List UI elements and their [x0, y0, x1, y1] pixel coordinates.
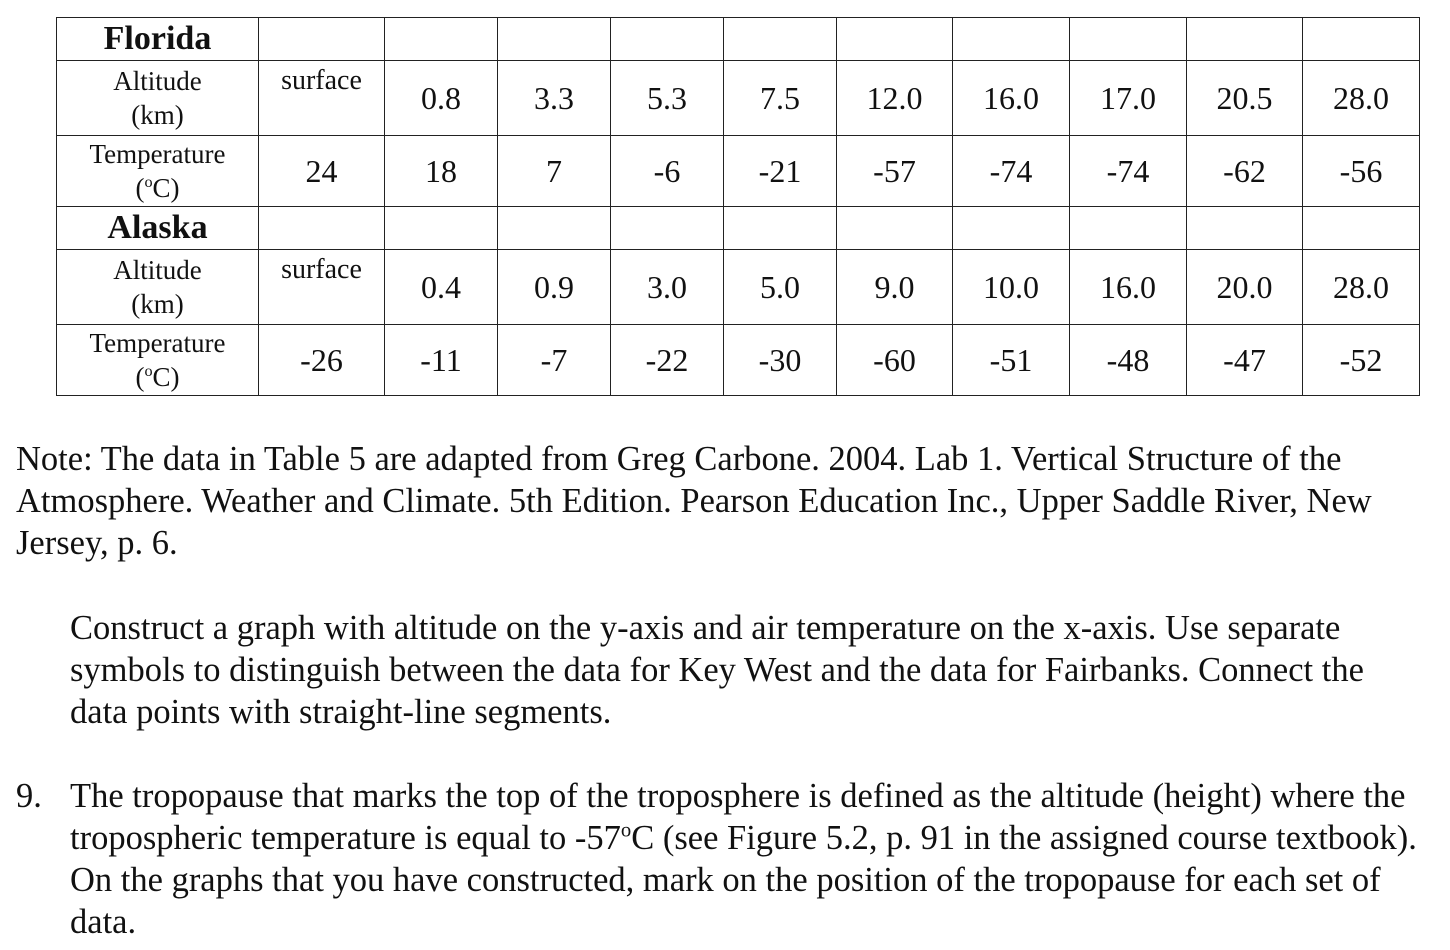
table-cell: -6	[611, 136, 724, 207]
question-number: 9.	[16, 777, 42, 815]
table-cell: 24	[259, 136, 385, 207]
table-cell: -7	[498, 325, 611, 396]
row-label-altitude: Altitude (km)	[57, 61, 259, 136]
graph-instruction: Construct a graph with altitude on the y-axis and air temperature on the x-axis. Use separate symbols to distinguish between the data for Key West and the data for Fairbanks. Connect the data points with straight-line segments.	[70, 609, 1364, 731]
table-cell: 28.0	[1303, 250, 1420, 325]
alaska-temperature-row	[57, 325, 1420, 396]
table-cell: 7	[498, 136, 611, 207]
table-cell: -62	[1187, 136, 1303, 207]
source-note: Note: The data in Table 5 are adapted from Greg Carbone. 2004. Lab 1. Vertical Structure of the Atmosphere. Weather and Climate. 5th Edition. Pearson Education Inc., Upper Saddle River, New Jersey, p. 6.	[16, 440, 1372, 562]
table-cell: -11	[385, 325, 498, 396]
table-cell: 7.5	[724, 61, 837, 136]
row-label-temperature: Temperature ($^o$C)	[57, 136, 259, 207]
table-cell: -74	[953, 136, 1070, 207]
section-header-florida	[57, 18, 1420, 61]
table-cell: -52	[1303, 325, 1420, 396]
table-cell: -74	[1070, 136, 1187, 207]
altitude-temperature-table	[56, 17, 1420, 396]
section-title-florida: Florida	[57, 18, 259, 61]
table-cell: -26	[259, 325, 385, 396]
florida-temperature-row	[57, 136, 1420, 207]
table-cell: -57	[837, 136, 953, 207]
row-label-temperature: Temperature ($^o$C)	[57, 325, 259, 396]
table-cell: -48	[1070, 325, 1187, 396]
table-cell: 16.0	[953, 61, 1070, 136]
table-cell: -60	[837, 325, 953, 396]
table-cell: 12.0	[837, 61, 953, 136]
table-cell: 5.3	[611, 61, 724, 136]
table-cell: 28.0	[1303, 61, 1420, 136]
table-cell: 0.4	[385, 250, 498, 325]
row-label-altitude: Altitude (km)	[57, 250, 259, 325]
table-cell: 20.0	[1187, 250, 1303, 325]
degree-mark: o	[620, 819, 632, 842]
table-cell: surface	[259, 61, 385, 136]
section-header-alaska	[57, 207, 1420, 250]
table-cell: 0.8	[385, 61, 498, 136]
table-cell: surface	[259, 250, 385, 325]
table-cell: 20.5	[1187, 61, 1303, 136]
table-cell: -51	[953, 325, 1070, 396]
alaska-altitude-row	[57, 250, 1420, 325]
question-text: The tropopause that marks the top of the troposphere is defined as the altitude (height) where the tropospheric temperature is equal to -57$^o$C (see Figure 5.2, p. 91 in the assigned course textbook). On the graphs that you have constructed, mark on the position of the tropopause for each set of data.	[70, 777, 1417, 941]
florida-altitude-row	[57, 61, 1420, 136]
table-cell: 3.0	[611, 250, 724, 325]
table-cell: 16.0	[1070, 250, 1187, 325]
section-title-alaska: Alaska	[57, 207, 259, 250]
table-cell: -21	[724, 136, 837, 207]
table-cell: 3.3	[498, 61, 611, 136]
table-cell: 5.0	[724, 250, 837, 325]
table-cell: -22	[611, 325, 724, 396]
table-cell: 10.0	[953, 250, 1070, 325]
table-cell: 0.9	[498, 250, 611, 325]
table-cell: -56	[1303, 136, 1420, 207]
table-cell: -30	[724, 325, 837, 396]
table-cell: 18	[385, 136, 498, 207]
table-cell: 17.0	[1070, 61, 1187, 136]
table-cell: 9.0	[837, 250, 953, 325]
table-cell: -47	[1187, 325, 1303, 396]
